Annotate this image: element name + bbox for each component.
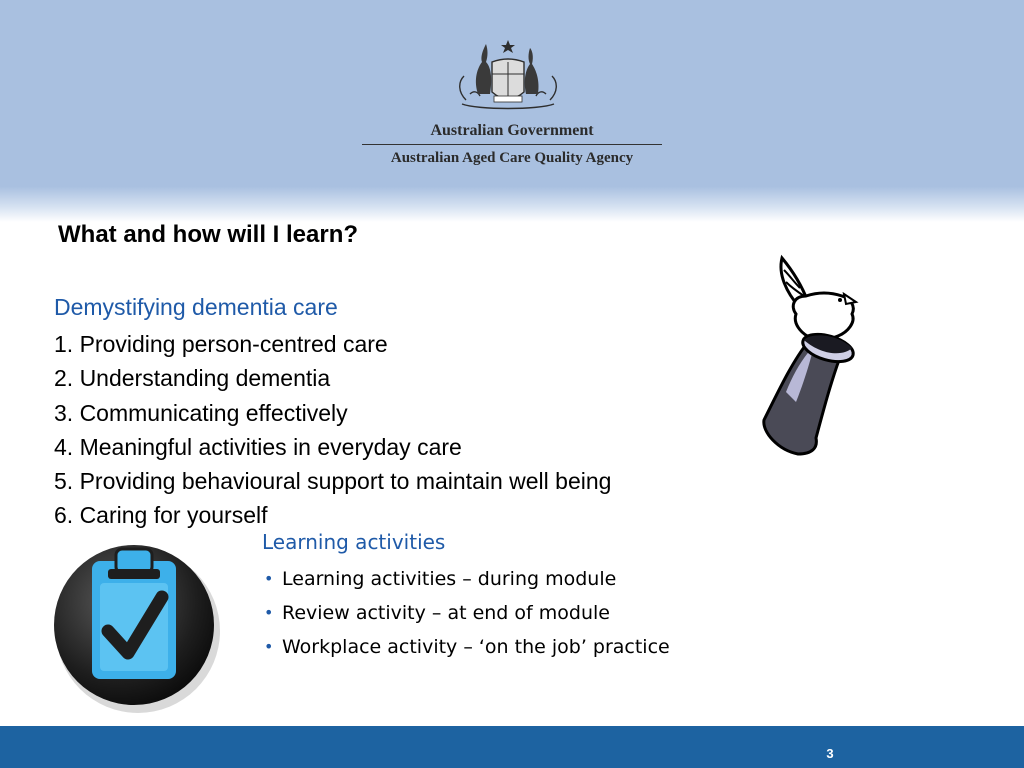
module-list [54, 327, 611, 533]
bullet-icon: • [264, 603, 274, 622]
activity-label: Learning activities – during module [282, 568, 617, 590]
module-item: 5. Providing behavioural support to maintain well being [54, 468, 612, 495]
footer-bar [0, 726, 1024, 768]
header-divider [362, 144, 662, 145]
agency-name: Australian Aged Care Quality Agency [390, 150, 634, 166]
clipboard-check-icon [50, 535, 222, 715]
activity-label: Workplace activity – ‘on the job’ practice [282, 636, 670, 658]
module-item: 4. Meaningful activities in everyday care [54, 433, 462, 460]
activity-item [264, 562, 670, 596]
page-number: 3 [826, 746, 834, 761]
activity-item [264, 630, 670, 664]
dove-top-hat-icon [752, 252, 880, 460]
coat-of-arms-icon [452, 34, 564, 114]
module-item: 6. Caring for yourself [54, 502, 268, 529]
activities-list [264, 562, 670, 664]
government-name: Australian Government [430, 122, 594, 139]
slide-title: What and how will I learn? [58, 221, 359, 248]
module-item: 1. Providing person-centred care [54, 331, 388, 357]
activities-heading: Learning activities [262, 530, 446, 554]
module-item: 3. Communicating effectively [54, 399, 348, 426]
bullet-icon: • [264, 637, 274, 656]
section-heading: Demystifying dementia care [54, 294, 338, 320]
activity-label: Review activity – at end of module [282, 602, 610, 624]
bullet-icon: • [264, 569, 274, 588]
module-item: 2. Understanding dementia [54, 365, 331, 392]
activity-item [264, 596, 670, 630]
